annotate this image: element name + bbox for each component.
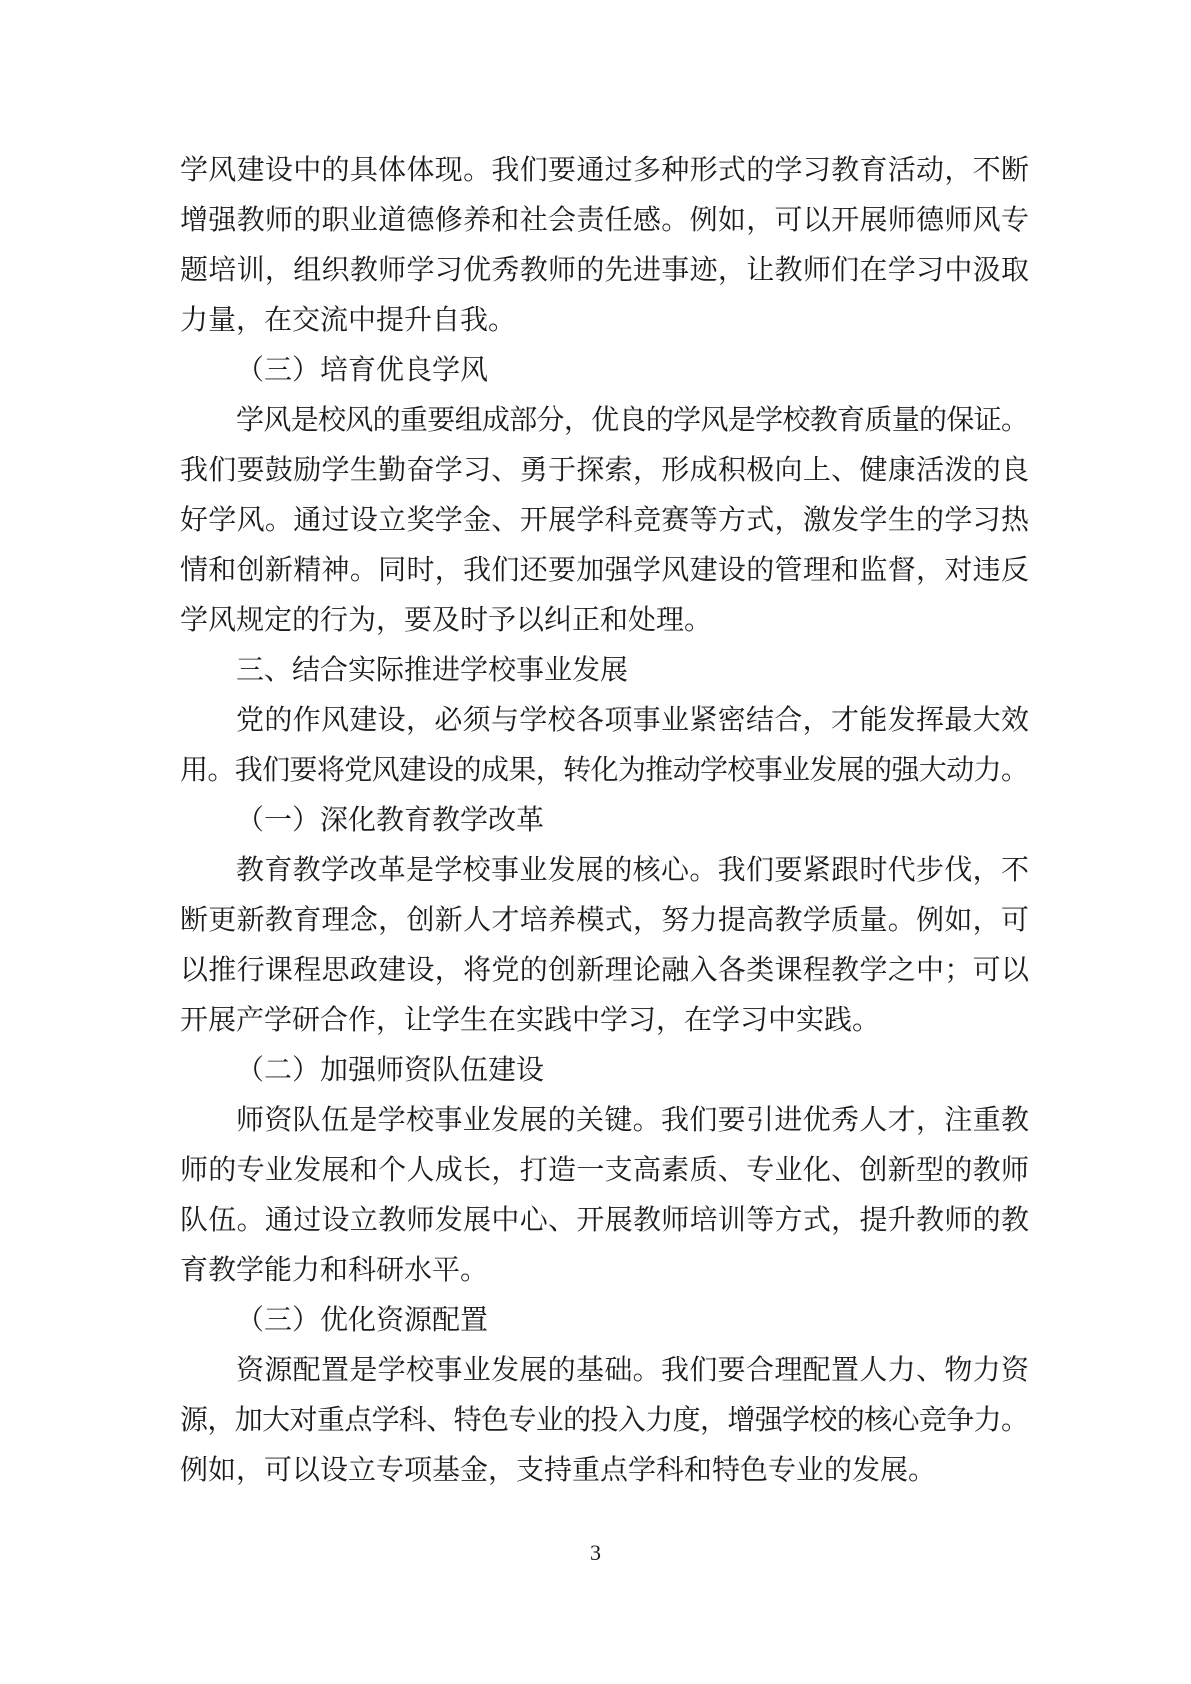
body-text-line: 开展产学研合作，让学生在实践中学习，在学习中实践。	[180, 1005, 881, 1036]
body-text-line: 源，加大对重点学科、特色专业的投入力度，增强学校的核心竞争力。	[180, 1405, 1028, 1436]
body-text-line: 学风是校风的重要组成部分，优良的学风是学校教育质量的保证。	[236, 405, 1028, 436]
heading-line: （二）加强师资队伍建设	[236, 1055, 545, 1086]
body-text-line: 教育教学改革是学校事业发展的核心。我们要紧跟时代步伐，不	[236, 855, 1028, 886]
body-text-line: 增强教师的职业道德修养和社会责任感。例如，可以开展师德师风专	[180, 205, 1028, 236]
body-text-line: 学风建设中的具体体现。我们要通过多种形式的学习教育活动，不断	[180, 155, 1028, 186]
body-text-line: 以推行课程思政建设，将党的创新理论融入各类课程教学之中；可以	[180, 955, 1028, 986]
body-text-line: 我们要鼓励学生勤奋学习、勇于探索，形成积极向上、健康活泼的良	[180, 455, 1028, 486]
body-text-line: 力量，在交流中提升自我。	[180, 305, 517, 336]
document-body	[180, 146, 1028, 1496]
body-text-line: 师资队伍是学校事业发展的关键。我们要引进优秀人才，注重教	[236, 1105, 1028, 1136]
heading-line: （三）优化资源配置	[236, 1305, 489, 1336]
heading-line: （三）培育优良学风	[236, 355, 489, 386]
heading-line: （一）深化教育教学改革	[236, 805, 545, 836]
body-text-line: 好学风。通过设立奖学金、开展学科竞赛等方式，激发学生的学习热	[180, 505, 1028, 536]
body-text-line: 情和创新精神。同时，我们还要加强学风建设的管理和监督，对违反	[180, 555, 1028, 586]
body-text-line: 题培训，组织教师学习优秀教师的先进事迹，让教师们在学习中汲取	[180, 255, 1028, 286]
body-text-line: 例如，可以设立专项基金，支持重点学科和特色专业的发展。	[180, 1455, 937, 1486]
page-number: 3	[590, 1540, 601, 1565]
body-text-line: 资源配置是学校事业发展的基础。我们要合理配置人力、物力资	[236, 1355, 1028, 1386]
body-text-line: 学风规定的行为，要及时予以纠正和处理。	[180, 605, 713, 636]
body-text-line: 断更新教育理念，创新人才培养模式，努力提高教学质量。例如，可	[180, 905, 1028, 936]
body-text-line: 党的作风建设，必须与学校各项事业紧密结合，才能发挥最大效	[236, 705, 1028, 736]
body-text-line: 师的专业发展和个人成长，打造一支高素质、专业化、创新型的教师	[180, 1155, 1028, 1186]
body-text-line: 队伍。通过设立教师发展中心、开展教师培训等方式，提升教师的教	[180, 1205, 1028, 1236]
body-text-line: 育教学能力和科研水平。	[180, 1255, 489, 1286]
body-text-line: 用。我们要将党风建设的成果，转化为推动学校事业发展的强大动力。	[180, 755, 1028, 786]
heading-line: 三、结合实际推进学校事业发展	[236, 655, 629, 686]
